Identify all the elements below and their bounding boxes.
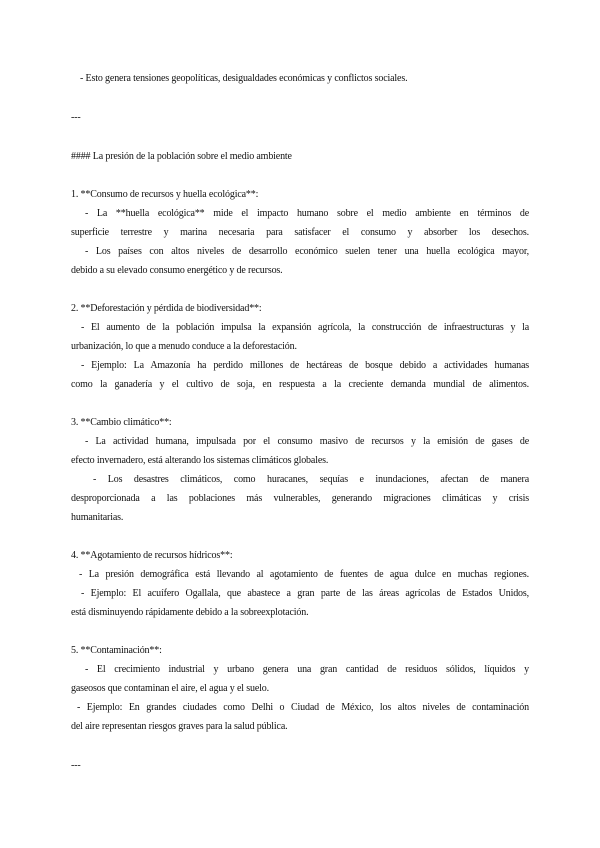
paragraph-line: está disminuyendo rápidamente debido a la sobreexplotación. (71, 607, 309, 618)
paragraph-line: como la ganadería y el cultivo de soja, en respuesta a la creciente demanda mundial de alimentos. (71, 379, 529, 390)
paragraph-line: desproporcionada a las poblaciones más vulnerables, generando migraciones climáticas y crisis (71, 493, 529, 504)
section-title: 5. **Contaminación**: (71, 645, 162, 656)
paragraph-line: urbanización, lo que a menudo conduce a la deforestación. (71, 341, 297, 352)
section-title: 3. **Cambio climático**: (71, 417, 172, 428)
paragraph-line: - Ejemplo: El acuífero Ogallala, que abastece a gran parte de las áreas agrícolas de Estados Unidos, (81, 588, 529, 599)
paragraph-line: - Los desastres climáticos, como huracanes, sequías e inundaciones, afectan de manera (93, 474, 529, 485)
separator: --- (71, 112, 81, 123)
paragraph-line: debido a su elevado consumo energético y de recursos. (71, 265, 283, 276)
paragraph-line: superficie terrestre y marina necesaria para satisfacer el consumo y absorber los desechos. (71, 227, 529, 238)
paragraph-line: efecto invernadero, está alterando los sistemas climáticos globales. (71, 455, 329, 466)
paragraph-line: - Ejemplo: La Amazonía ha perdido millones de hectáreas de bosque debido a actividades humanas (81, 360, 529, 371)
paragraph-line: humanitarias. (71, 512, 124, 523)
paragraph-line: gaseosos que contaminan el aire, el agua y el suelo. (71, 683, 269, 694)
paragraph-line: del aire representan riesgos graves para la salud pública. (71, 721, 288, 732)
paragraph-line: - La **huella ecológica** mide el impacto humano sobre el medio ambiente en términos de (85, 208, 529, 219)
paragraph-line: - La actividad humana, impulsada por el consumo masivo de recursos y la emisión de gases de (85, 436, 529, 447)
section-title: 4. **Agotamiento de recursos hídricos**: (71, 550, 233, 561)
section-title: 1. **Consumo de recursos y huella ecológica**: (71, 189, 259, 200)
paragraph-line: - La presión demográfica está llevando al agotamiento de fuentes de agua dulce en muchas regiones. (79, 569, 529, 580)
paragraph-line: - Ejemplo: En grandes ciudades como Delhi o Ciudad de México, los altos niveles de contaminación (77, 702, 529, 713)
section-heading: #### La presión de la población sobre el medio ambiente (71, 151, 292, 162)
section-title: 2. **Deforestación y pérdida de biodiversidad**: (71, 303, 262, 314)
paragraph-line: - El aumento de la población impulsa la expansión agrícola, la construcción de infraestructuras y la (81, 322, 529, 333)
paragraph-line: - Los países con altos niveles de desarrollo económico suelen tener una huella ecológica mayor, (85, 246, 529, 257)
separator: --- (71, 760, 81, 771)
paragraph-line: - El crecimiento industrial y urbano genera una gran cantidad de residuos sólidos, líquidos y (85, 664, 529, 675)
intro-bullet: - Esto genera tensiones geopolíticas, desigualdades económicas y conflictos sociales. (80, 73, 408, 84)
